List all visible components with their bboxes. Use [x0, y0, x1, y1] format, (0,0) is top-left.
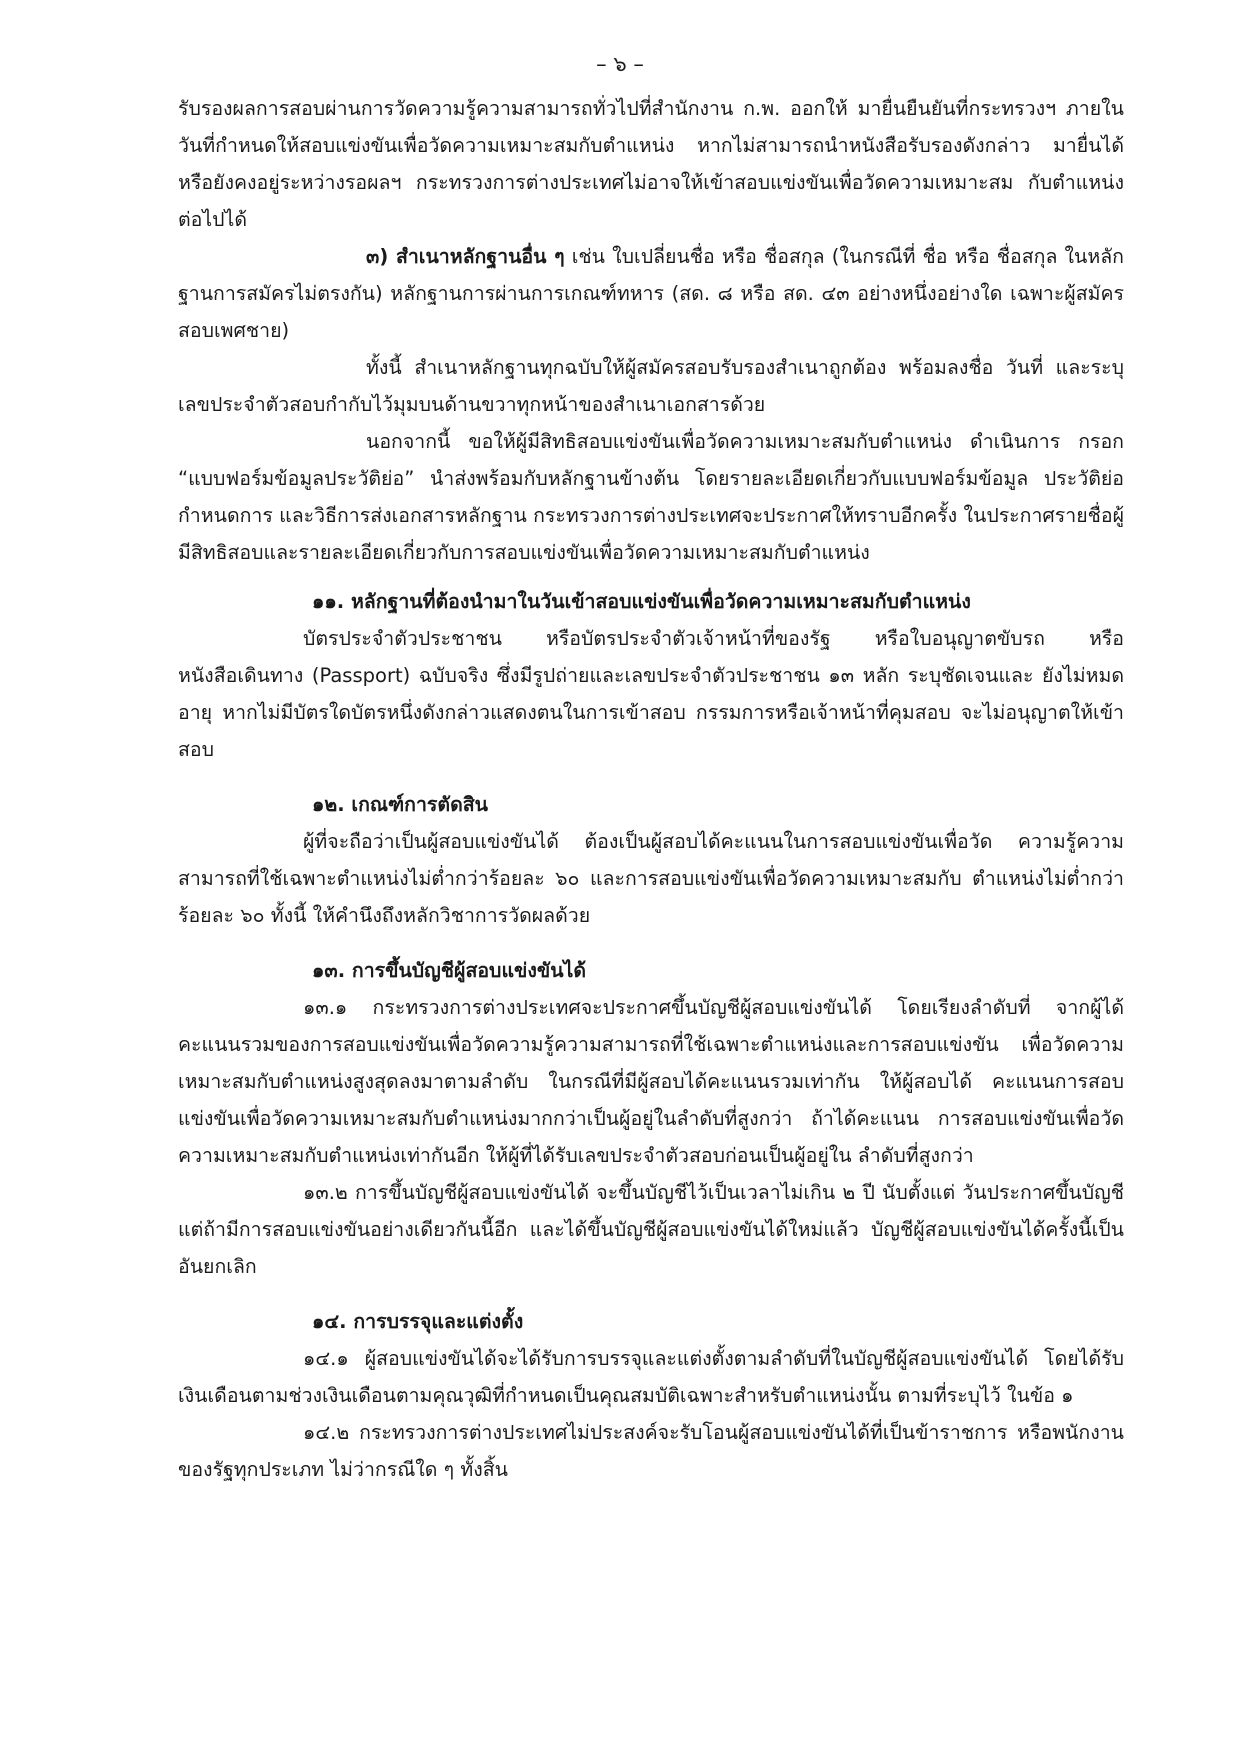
- item-3-lead: ๓) สำเนาหลักฐานอื่น ๆ: [366, 245, 565, 268]
- section-13-paragraph-1: ๑๓.๑ กระทรวงการต่างประเทศจะประกาศขึ้นบัญชีผู้สอบแข่งขันได้ โดยเรียงลำดับที่ จากผู้ได้คะแนนรวมของการสอบแข่งขันเพื่อวัดความรู้ความสามารถที่ใช้เฉพาะตำแหน่งและการสอบแข่งขัน เพื่อวัดความเหมาะสมกับตำแหน่งสูงสุดลงมาตามลำดับ ในกรณีที่มีผู้สอบได้คะแนนรวมเท่ากัน ให้ผู้สอบได้ คะแนนการสอบแข่งขันเพื่อวัดความเหมาะสมกับตำแหน่งมากกว่าเป็นผู้อยู่ในลำดับที่สูงกว่า ถ้าได้คะแนน การสอบแข่งขันเพื่อวัดความเหมาะสมกับตำแหน่งเท่ากันอีก ให้ผู้ที่ได้รับเลขประจำตัวสอบก่อนเป็นผู้อยู่ใน ลำดับที่สูงกว่า: [178, 996, 1124, 1167]
- note-form-paragraph: นอกจากนี้ ขอให้ผู้มีสิทธิสอบแข่งขันเพื่อวัดความเหมาะสมกับตำแหน่ง ดำเนินการ กรอก “แบบฟอร์มข้อมูลประวัติย่อ” นำส่งพร้อมกับหลักฐานข้างต้น โดยรายละเอียดเกี่ยวกับแบบฟอร์มข้อมูล ประวัติย่อ กำหนดการ และวิธีการส่งเอกสารหลักฐาน กระทรวงการต่างประเทศจะประกาศให้ทราบอีกครั้ง ในประกาศรายชื่อผู้มีสิทธิสอบและรายละเอียดเกี่ยวกับการสอบแข่งขันเพื่อวัดความเหมาะสมกับตำแหน่ง: [178, 430, 1124, 564]
- continuation-paragraph: รับรองผลการสอบผ่านการวัดความรู้ความสามารถทั่วไปที่สำนักงาน ก.พ. ออกให้ มายื่นยืนยันที่กระทรวงฯ ภายในวันที่กำหนดให้สอบแข่งขันเพื่อวัดความเหมาะสมกับตำแหน่ง หากไม่สามารถนำหนังสือรับรองดังกล่าว มายื่นได้หรือยังคงอยู่ระหว่างรอผลฯ กระทรวงการต่างประเทศไม่อาจให้เข้าสอบแข่งขันเพื่อวัดความเหมาะสม กับตำแหน่งต่อไปได้: [178, 97, 1124, 231]
- document-body: [178, 90, 1124, 1488]
- item-3-paragraph: [178, 238, 1124, 349]
- note-certify-paragraph: ทั้งนี้ สำเนาหลักฐานทุกฉบับให้ผู้สมัครสอบรับรองสำเนาถูกต้อง พร้อมลงชื่อ วันที่ และระบุเลขประจำตัวสอบกำกับไว้มุมบนด้านขวาทุกหน้าของสำเนาเอกสารด้วย: [178, 356, 1124, 416]
- section-14-paragraph-2: ๑๔.๒ กระทรวงการต่างประเทศไม่ประสงค์จะรับโอนผู้สอบแข่งขันได้ที่เป็นข้าราชการ หรือพนักงานของรัฐทุกประเภท ไม่ว่ากรณีใด ๆ ทั้งสิ้น: [178, 1421, 1124, 1481]
- section-12-paragraph: ผู้ที่จะถือว่าเป็นผู้สอบแข่งขันได้ ต้องเป็นผู้สอบได้คะแนนในการสอบแข่งขันเพื่อวัด ความรู้ความสามารถที่ใช้เฉพาะตำแหน่งไม่ต่ำกว่าร้อยละ ๖๐ และการสอบแข่งขันเพื่อวัดความเหมาะสมกับ ตำแหน่งไม่ต่ำกว่าร้อยละ ๖๐ ทั้งนี้ ให้คำนึงถึงหลักวิชาการวัดผลด้วย: [178, 830, 1124, 927]
- section-12-heading: ๑๒. เกณฑ์การตัดสิน: [312, 793, 488, 816]
- page-number: – ๖ –: [596, 52, 644, 76]
- section-14-heading: ๑๔. การบรรจุและแต่งตั้ง: [312, 1310, 524, 1333]
- section-14-paragraph-1: ๑๔.๑ ผู้สอบแข่งขันได้จะได้รับการบรรจุและแต่งตั้งตามลำดับที่ในบัญชีผู้สอบแข่งขันได้ โดยได้รับเงินเดือนตามช่วงเงินเดือนตามคุณวุฒิที่กำหนดเป็นคุณสมบัติเฉพาะสำหรับตำแหน่งนั้น ตามที่ระบุไว้ ในข้อ ๑: [178, 1347, 1124, 1407]
- section-11-heading: ๑๑. หลักฐานที่ต้องนำมาในวันเข้าสอบแข่งขันเพื่อวัดความเหมาะสมกับตำแหน่ง: [312, 590, 971, 613]
- section-13-heading: ๑๓. การขึ้นบัญชีผู้สอบแข่งขันได้: [312, 959, 586, 982]
- section-13-paragraph-2: ๑๓.๒ การขึ้นบัญชีผู้สอบแข่งขันได้ จะขึ้นบัญชีไว้เป็นเวลาไม่เกิน ๒ ปี นับตั้งแต่ วันประกาศขึ้นบัญชี แต่ถ้ามีการสอบแข่งขันอย่างเดียวกันนี้อีก และได้ขึ้นบัญชีผู้สอบแข่งขันได้ใหม่แล้ว บัญชีผู้สอบแข่งขันได้ครั้งนี้เป็นอันยกเลิก: [178, 1181, 1124, 1278]
- section-11-paragraph: บัตรประจำตัวประชาชน หรือบัตรประจำตัวเจ้าหน้าที่ของรัฐ หรือใบอนุญาตขับรถ หรือหนังสือเดินทาง (Passport) ฉบับจริง ซึ่งมีรูปถ่ายและเลขประจำตัวประชาชน ๑๓ หลัก ระบุชัดเจนและ ยังไม่หมดอายุ หากไม่มีบัตรใดบัตรหนึ่งดังกล่าวแสดงตนในการเข้าสอบ กรรมการหรือเจ้าหน้าที่คุมสอบ จะไม่อนุญาตให้เข้าสอบ: [178, 627, 1124, 761]
- item-3-text: เช่น ใบเปลี่ยนชื่อ หรือ ชื่อสกุล (ในกรณีที่ ชื่อ หรือ ชื่อสกุล ในหลักฐานการสมัครไม่ตรงกัน) หลักฐานการผ่านการเกณฑ์ทหาร (สด. ๘ หรือ สด. ๔๓ อย่างหนึ่งอย่างใด เฉพาะผู้สมัครสอบเพศชาย): [178, 245, 1124, 342]
